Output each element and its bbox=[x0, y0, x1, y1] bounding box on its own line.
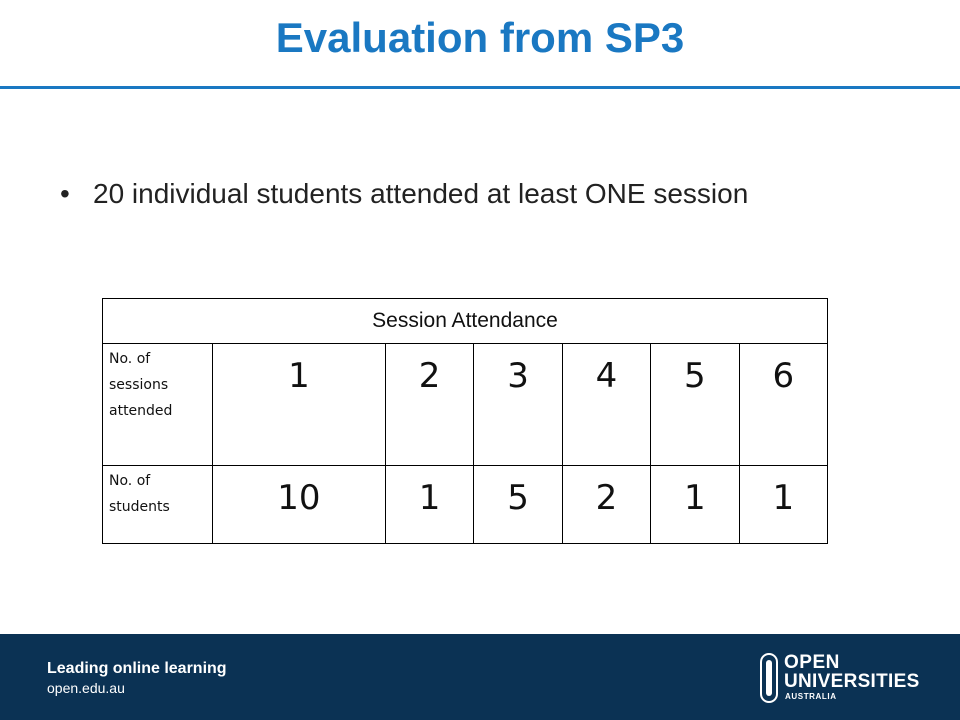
bullet-point bbox=[60, 175, 835, 213]
table-cell: 5 bbox=[474, 466, 562, 544]
table-cell: 4 bbox=[562, 344, 650, 466]
table-cell: 1 bbox=[739, 466, 827, 544]
session-attendance-table bbox=[102, 298, 828, 544]
table-cell: 1 bbox=[385, 466, 473, 544]
row-label-sessions bbox=[103, 344, 213, 466]
table-cell: 1 bbox=[651, 466, 739, 544]
row-label-line: attended bbox=[109, 403, 173, 419]
row-label-line: students bbox=[109, 499, 170, 515]
bullet-text: 20 individual students attended at least ONE session bbox=[93, 178, 749, 209]
logo-text-open: OPEN bbox=[784, 652, 840, 673]
footer-website[interactable]: open.edu.au bbox=[47, 680, 125, 696]
slide-title: Evaluation from SP3 bbox=[275, 14, 685, 61]
table-caption: Session Attendance bbox=[103, 299, 828, 344]
table-cell: 10 bbox=[213, 466, 386, 544]
pillar-logo-icon bbox=[760, 652, 778, 704]
row-label-line: No. of bbox=[109, 351, 151, 367]
row-label-line: No. of bbox=[109, 473, 151, 489]
table-cell: 3 bbox=[474, 344, 562, 466]
footer-tagline: Leading online learning bbox=[47, 660, 227, 677]
row-label-line: sessions bbox=[109, 377, 169, 393]
table-cell: 6 bbox=[739, 344, 827, 466]
bullet-marker: • bbox=[60, 178, 70, 209]
table-cell: 2 bbox=[562, 466, 650, 544]
logo-text-universities: UNIVERSITIES bbox=[784, 671, 920, 692]
row-label-students bbox=[103, 466, 213, 544]
table-row bbox=[103, 466, 828, 544]
logo-text-australia: AUSTRALIA bbox=[785, 692, 837, 701]
table-cell: 2 bbox=[385, 344, 473, 466]
table-cell: 1 bbox=[213, 344, 386, 466]
title-divider bbox=[0, 86, 960, 89]
table-cell: 5 bbox=[651, 344, 739, 466]
table-row bbox=[103, 344, 828, 466]
footer-bar bbox=[0, 634, 960, 720]
